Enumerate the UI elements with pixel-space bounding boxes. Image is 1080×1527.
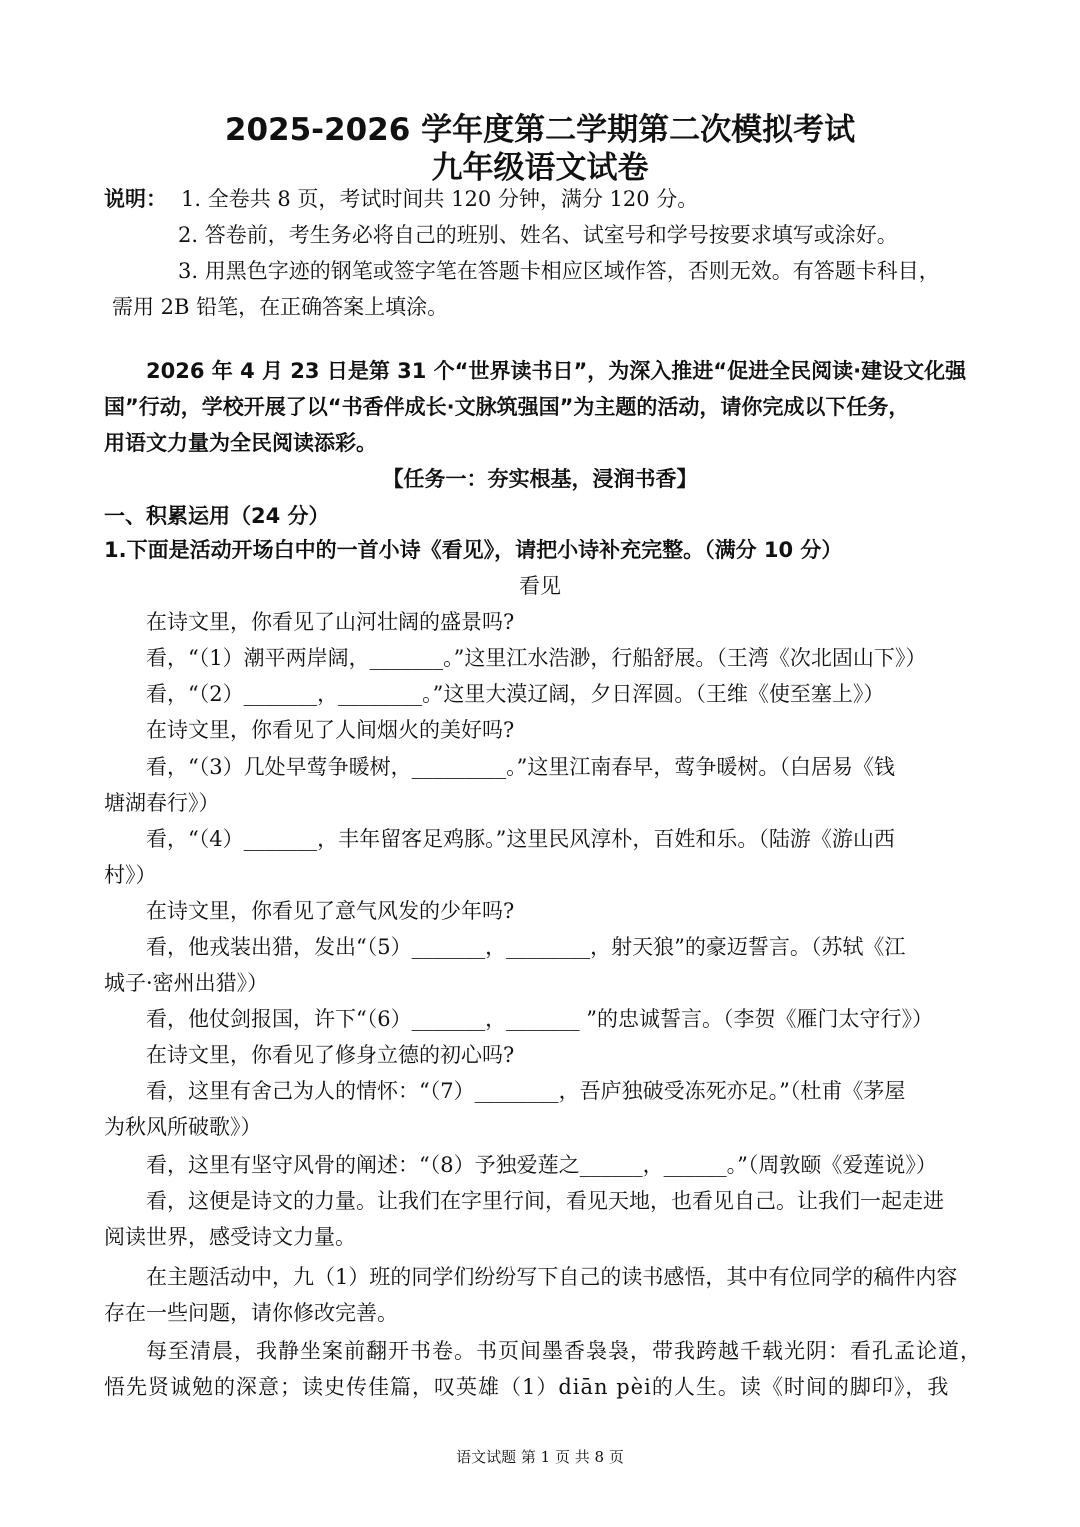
- instructions-label: 说明：: [104, 187, 167, 211]
- poem-line: 城子·密州出猎》）: [104, 971, 269, 995]
- poem-line: 阅读世界，感受诗文力量。: [104, 1225, 356, 1249]
- instruction-1: 1. 全卷共 8 页，考试时间共 120 分钟，满分 120 分。: [181, 187, 699, 211]
- poem-line: 看，“（2）_______，________。”这里大漠辽阔，夕日浑圆。（王维《使至塞上》）: [146, 682, 885, 706]
- poem-line: 看，“（4）_______，丰年留客足鸡豚。”这里民风淳朴，百姓和乐。（陆游《游山西: [146, 827, 895, 851]
- poem-line: 在诗文里，你看见了山河壮阔的盛景吗?: [146, 610, 515, 634]
- task1-heading: 【任务一：夯实根基，浸润书香】: [382, 467, 698, 491]
- poem-line: 为秋风所破歌》）: [104, 1115, 262, 1139]
- intro-line-2: 国”行动，学校开展了以“书香伴成长·文脉筑强国”为主题的活动，请你完成以下任务，: [104, 395, 910, 419]
- poem-line: 村》）: [104, 863, 157, 887]
- exam-title: 2025-2026 学年度第二学期第二次模拟考试: [224, 112, 856, 148]
- instruction-2: 2. 答卷前，考生务必将自己的班别、姓名、试室号和学号按要求填写或涂好。: [178, 223, 898, 247]
- poem-title: 看见: [519, 574, 561, 598]
- poem-line: 在诗文里，你看见了意气风发的少年吗?: [146, 899, 515, 923]
- poem-line: 看，他戎装出猎，发出“（5）_______，________，射天狼”的豪迈誓言。（苏轼《江: [146, 935, 906, 959]
- intro-line-1: 2026 年 4 月 23 日是第 31 个“世界读书日”，为深入推进“促进全民阅读·建设文化强: [146, 359, 967, 383]
- poem-line: 塘湖春行》）: [104, 791, 220, 815]
- poem-line: 看，这便是诗文的力量。让我们在字里行间，看见天地，也看见自己。让我们一起走进: [146, 1189, 944, 1213]
- poem-line: 看，这里有舍己为人的情怀：“（7）________，吾庐独破受冻死亦足。”（杜甫《茅屋: [146, 1079, 906, 1103]
- revise-line-1: 在主题活动中，九（1）班的同学们纷纷写下自己的读书感悟，其中有位同学的稿件内容: [146, 1265, 958, 1289]
- exam-subtitle: 九年级语文试卷: [431, 150, 649, 186]
- poem-line: 看，这里有坚守风骨的阐述：“（8）予独爱莲之______，______。”（周敦颐《爱莲说》）: [146, 1153, 937, 1177]
- revise-line-2: 存在一些问题，请你修改完善。: [104, 1301, 398, 1325]
- question-1: 1.下面是活动开场白中的一首小诗《看见》，请把小诗补充完整。（满分 10 分）: [104, 538, 843, 562]
- instructions: [104, 186, 698, 212]
- intro-line-3: 用语文力量为全民阅读添彩。: [104, 431, 377, 455]
- essay-line-2: 悟先贤诚勉的深意；读史传佳篇，叹英雄（1）diān pèi的人生。读《时间的脚印》，我: [104, 1375, 950, 1399]
- instruction-3a: 3. 用黑色字迹的钢笔或签字笔在答题卡相应区域作答，否则无效。有答题卡科目，: [178, 259, 940, 283]
- poem-line: 看，“（3）几处早莺争暖树，_________。”这里江南春早，莺争暖树。（白居易《钱: [146, 755, 895, 779]
- section1-heading: 一、积累运用（24 分）: [104, 504, 330, 528]
- page-footer: 语文试题 第 1 页 共 8 页: [456, 1448, 624, 1466]
- poem-line: 在诗文里，你看见了修身立德的初心吗?: [146, 1043, 515, 1067]
- essay-line-1: 每至清晨，我静坐案前翻开书卷。书页间墨香袅袅，带我跨越千载光阴：看孔孟论道，: [146, 1339, 982, 1363]
- poem-line: 在诗文里，你看见了人间烟火的美好吗?: [146, 718, 515, 742]
- instruction-3b: 需用 2B 铅笔，在正确答案上填涂。: [112, 295, 449, 319]
- poem-line: 看，他仗剑报国，许下“（6）_______，_______ ”的忠诚誓言。（李贺《雁门太守行》）: [146, 1007, 934, 1031]
- poem-line: 看，“（1）潮平两岸阔，_______。”这里江水浩渺，行船舒展。（王湾《次北固山下》）: [146, 646, 927, 670]
